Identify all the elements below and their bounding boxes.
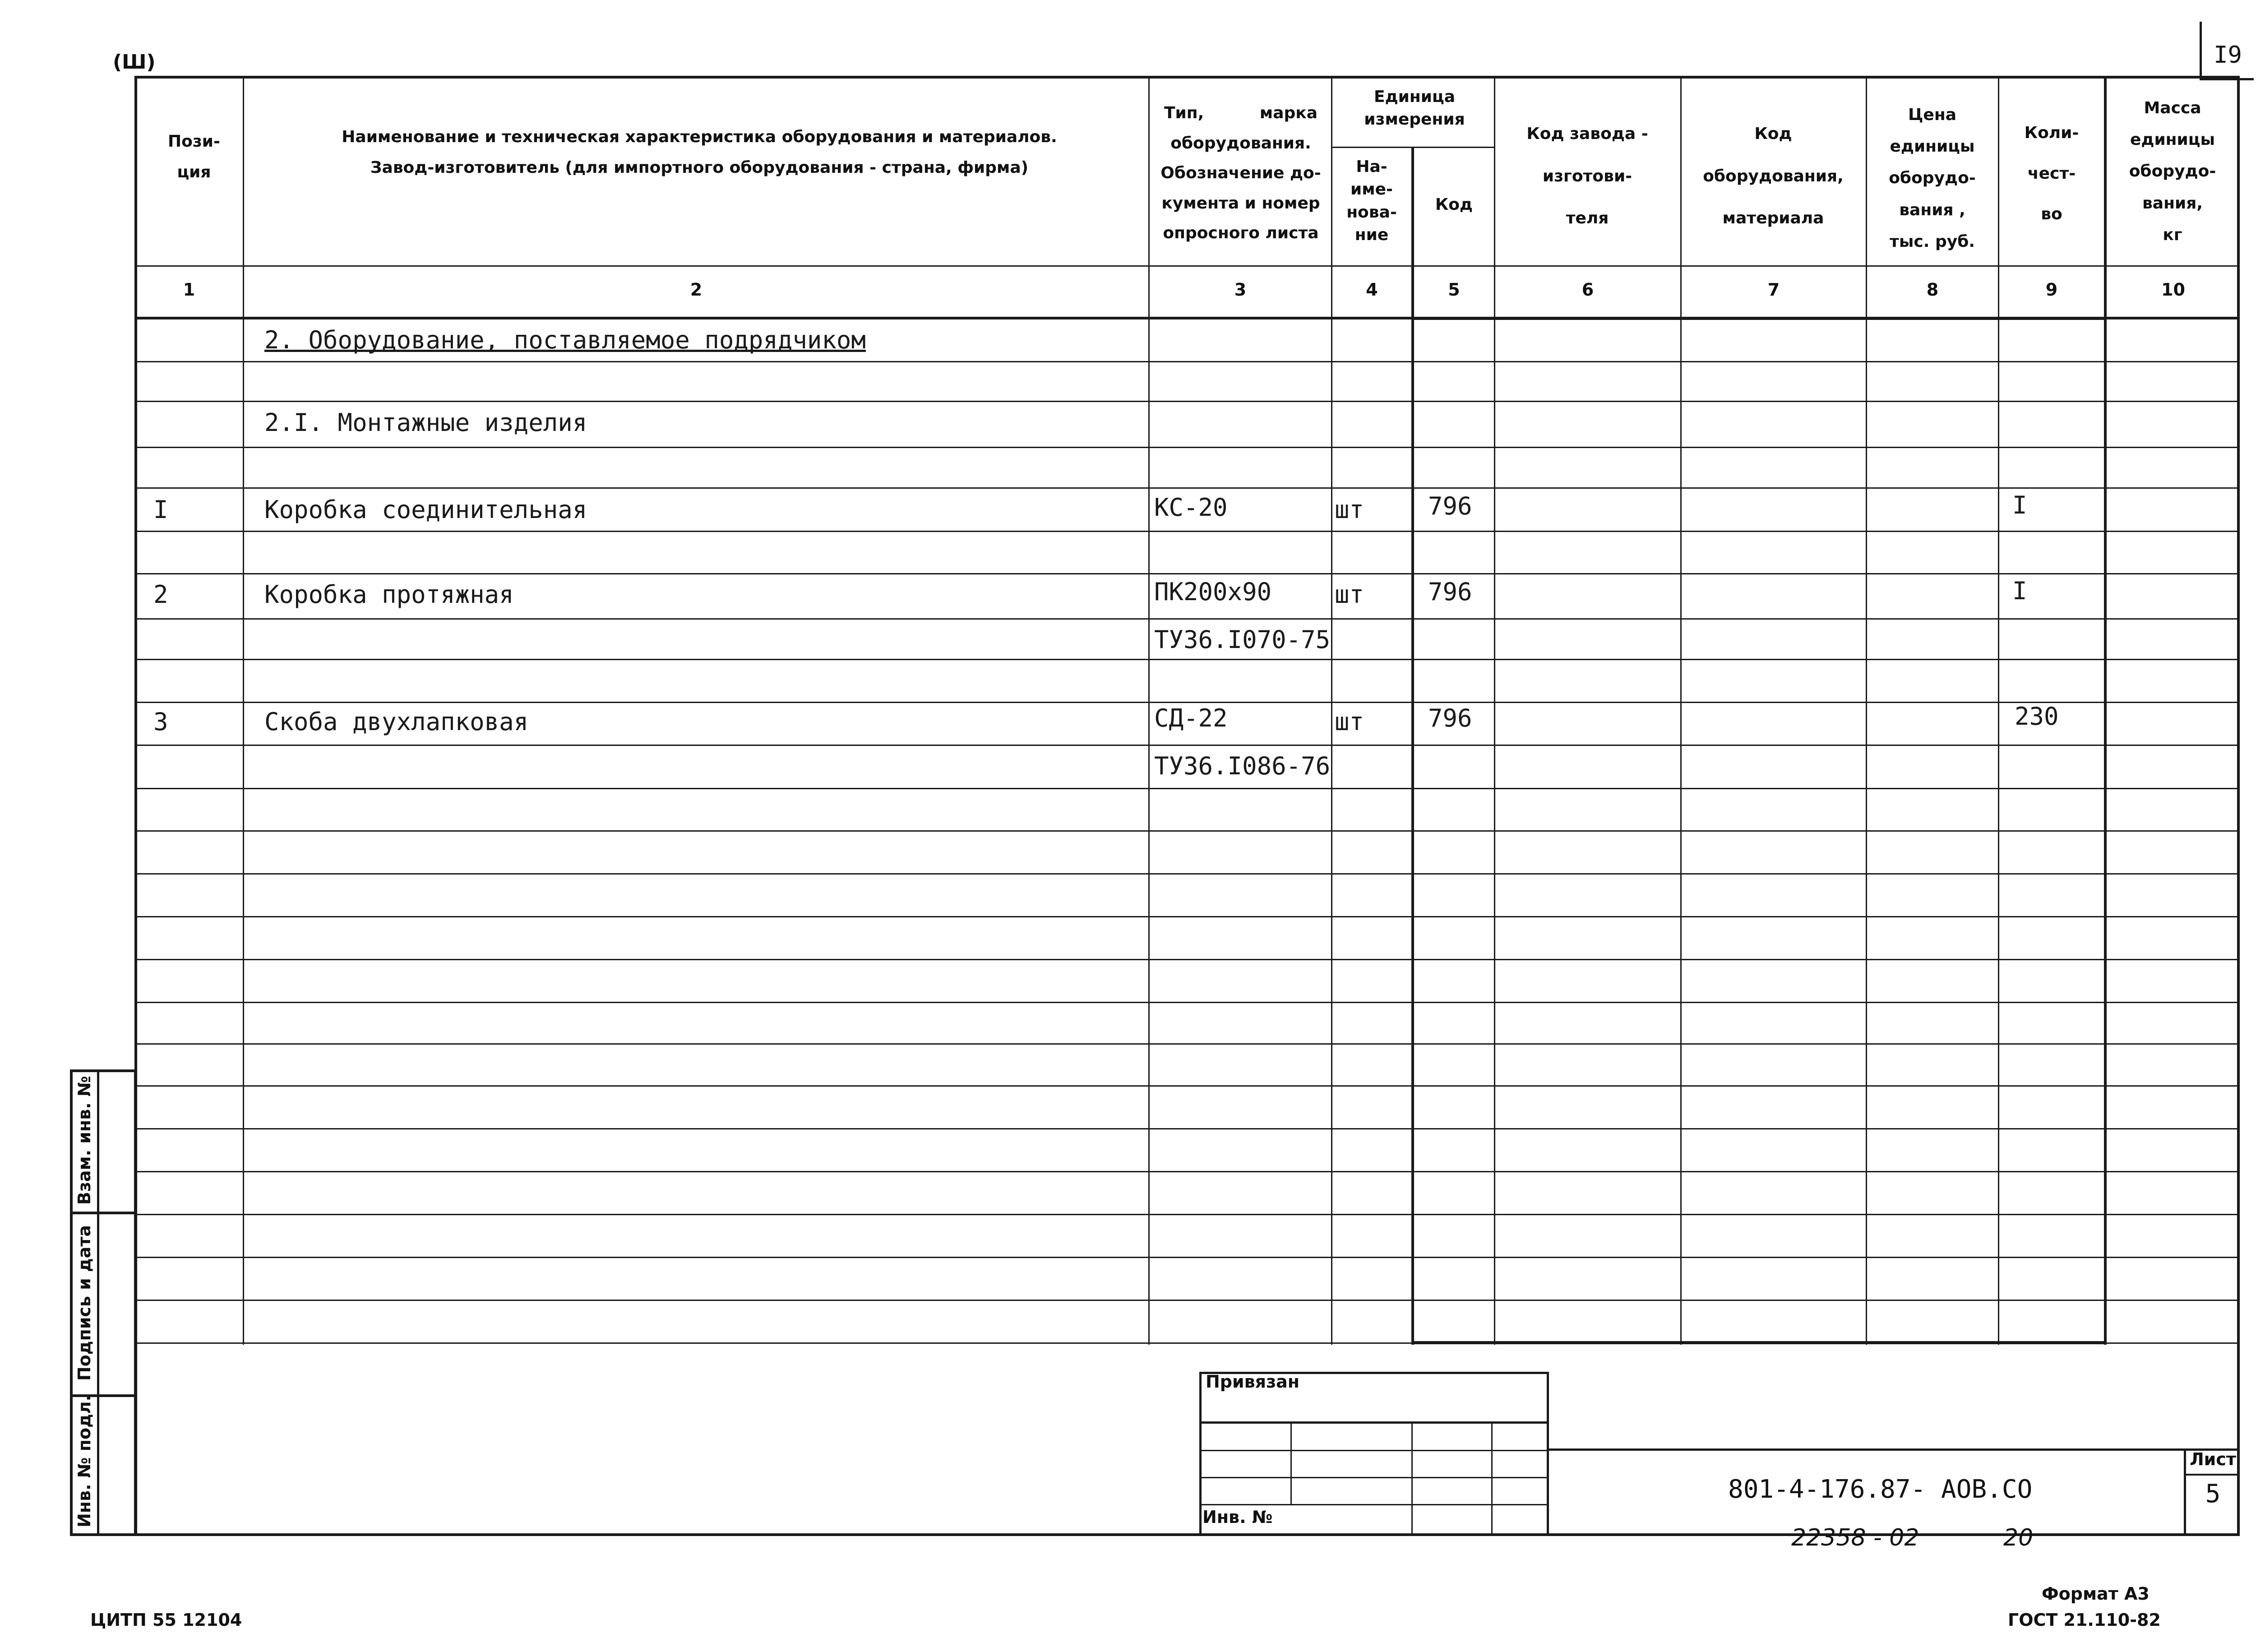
item-2-unit: шт <box>1335 580 1364 609</box>
col-line-3 <box>1331 76 1332 1345</box>
item-2-spec: ТУ36.I070-75 <box>1154 625 1331 654</box>
row-line <box>134 618 2240 620</box>
item-3-unit: шт <box>1335 708 1364 736</box>
col-header-equipment-code: Код оборудования, материала <box>1703 125 1844 228</box>
item-2-position: 2 <box>153 580 168 609</box>
col-header-position: Пози- ция <box>168 132 220 182</box>
row-line <box>134 1002 2240 1003</box>
col-line-5 <box>1494 76 1495 1345</box>
row-line <box>134 531 2240 532</box>
row-line <box>134 1257 2240 1258</box>
col-number-10: 10 <box>2161 280 2185 300</box>
col-header-unit-code: Код <box>1435 195 1473 214</box>
col-line-1 <box>243 76 244 1345</box>
row-line <box>134 1171 2240 1172</box>
col-line-6 <box>1680 76 1682 1345</box>
sheet-box-divider <box>2186 1474 2240 1476</box>
col-number-4: 4 <box>1366 280 1378 300</box>
col-number-3: 3 <box>1234 280 1247 300</box>
row-line <box>134 959 2240 960</box>
item-2-type: ПК200х90 <box>1154 578 1272 606</box>
item-1-type: КС-20 <box>1154 493 1228 522</box>
col-line-8 <box>1998 76 1999 1345</box>
row-line <box>134 1128 2240 1129</box>
row-line <box>134 702 2240 703</box>
format-label: Формат А3 <box>2042 1584 2150 1604</box>
col-line-7 <box>1866 76 1867 1345</box>
item-3-spec: ТУ36.I086-76 <box>1154 752 1331 780</box>
col-header-mass: Масса единицы оборудо- вания, кг <box>2129 99 2216 244</box>
bold-block-top <box>1411 317 2107 320</box>
row-line <box>134 401 2240 402</box>
row-line <box>134 745 2240 746</box>
col-header-price: Цена единицы оборудо- вания , тыс. руб. <box>1889 106 1976 251</box>
section-title: 2. Оборудование, поставляемое подрядчиком <box>264 326 866 354</box>
row-line <box>134 1214 2240 1215</box>
page-number: I9 <box>2214 42 2242 69</box>
col-line-9 <box>2104 76 2107 1345</box>
footer-print-code: ЦИТП 55 12104 <box>90 1610 242 1630</box>
page-number-box <box>2200 22 2254 80</box>
binding-line-1 <box>1199 1421 1549 1424</box>
footer-standard: ГОСТ 21.110-82 <box>2008 1610 2161 1630</box>
col-header-type: Тип, марка оборудования. Обозначение до- кумента и номер опросного листа <box>1160 104 1321 243</box>
col-number-8: 8 <box>1926 280 1939 300</box>
archive-number: 22358 - 02 <box>1791 1524 1919 1551</box>
item-1-code: 796 <box>1428 492 1472 520</box>
corner-mark: (Ш) <box>113 51 156 74</box>
row-line <box>134 1300 2240 1301</box>
row-line <box>134 916 2240 917</box>
col-number-1: 1 <box>183 280 195 300</box>
col-number-9: 9 <box>2045 280 2058 300</box>
row-line <box>134 873 2240 875</box>
col-header-unit: Единица измерения <box>1364 88 1465 129</box>
row-line <box>134 447 2240 448</box>
binding-col-1 <box>1290 1421 1292 1504</box>
col-header-name: Наименование и техническая характеристика оборудования и материалов. Завод-изготовитель (для импортного оборудования - страна, фирма) <box>342 128 1057 177</box>
item-1-name: Коробка соединительная <box>264 495 587 524</box>
item-3-position: 3 <box>153 708 168 736</box>
inventory-label: Инв. № <box>1202 1507 1273 1527</box>
item-3-quantity: 230 <box>2015 702 2059 731</box>
item-1-quantity: I <box>2012 491 2027 519</box>
col-number-2: 2 <box>690 280 703 300</box>
row-line <box>134 659 2240 660</box>
row-line <box>134 487 2240 489</box>
row-line <box>134 573 2240 574</box>
row-line <box>134 830 2240 832</box>
doc-code-line <box>1549 1448 2240 1451</box>
header-divider <box>134 265 2240 267</box>
binding-line-4 <box>1199 1504 1549 1505</box>
signature-date-label: Подпись и дата <box>74 1225 94 1381</box>
binding-col-3 <box>1491 1421 1493 1536</box>
item-2-quantity: I <box>2012 577 2027 605</box>
side-stamp-line-1 <box>70 1212 137 1214</box>
table-bottom <box>134 1342 2240 1344</box>
subsection-title: 2.I. Монтажные изделия <box>264 408 587 437</box>
col-header-quantity: Коли- чест- во <box>2024 124 2079 223</box>
item-1-position: I <box>153 495 168 524</box>
item-3-name: Скоба двухлапковая <box>264 708 529 736</box>
binding-line-2 <box>1199 1450 1549 1451</box>
row-line <box>134 361 2240 362</box>
item-1-unit: шт <box>1335 495 1364 524</box>
binding-label: Привязан <box>1206 1372 1300 1392</box>
col-number-5: 5 <box>1448 280 1460 300</box>
archive-sheet: 20 <box>2003 1524 2034 1551</box>
original-inventory-label: Инв. № подл. <box>74 1394 94 1527</box>
sheet-box <box>2184 1448 2240 1536</box>
replace-inventory-label: Взам. инв. № <box>74 1076 94 1205</box>
col-line-2 <box>1148 76 1150 1345</box>
item-3-code: 796 <box>1428 704 1472 732</box>
binding-col-2 <box>1411 1421 1413 1536</box>
item-2-code: 796 <box>1428 578 1472 606</box>
binding-line-3 <box>1199 1477 1549 1478</box>
item-3-type: СД-22 <box>1154 704 1228 732</box>
document-code: 801-4-176.87- АОВ.СО <box>1728 1475 2033 1504</box>
row-line <box>134 1043 2240 1045</box>
row-line <box>134 788 2240 789</box>
side-stamp-divider <box>97 1069 99 1536</box>
col-header-unit-name: На- име- нова- ние <box>1346 157 1397 245</box>
sheet-label: Лист <box>2190 1449 2236 1469</box>
col-number-6: 6 <box>1581 280 1594 300</box>
col-header-plant-code: Код завода - изготови- теля <box>1526 125 1648 228</box>
item-2-name: Коробка протяжная <box>264 580 514 609</box>
row-line <box>134 1085 2240 1087</box>
sheet-number: 5 <box>2205 1479 2221 1509</box>
col-number-7: 7 <box>1767 280 1780 300</box>
